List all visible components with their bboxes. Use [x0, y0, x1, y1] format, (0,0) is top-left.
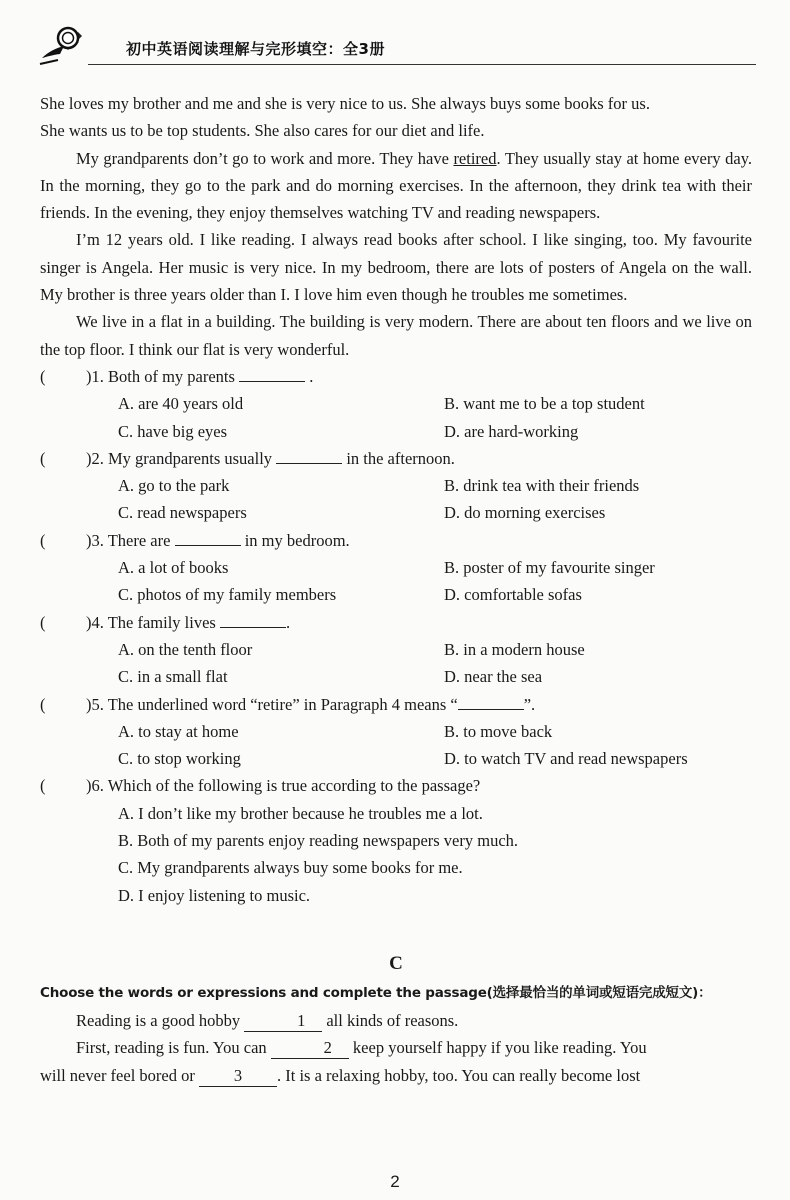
option-c: C. have big eyes [118, 421, 228, 441]
question-stem [86, 363, 313, 390]
cloze-text: keep yourself happy if you like reading. You [352, 1038, 647, 1058]
answer-paren[interactable]: ( [40, 530, 46, 550]
option-b: B. in a modern house [444, 639, 585, 659]
option-a: A. go to the park [118, 476, 230, 496]
page-header [36, 22, 756, 72]
stem-text: The family lives [107, 612, 216, 632]
question-number: )4. [86, 612, 104, 632]
options-row [40, 663, 752, 690]
question-stem [86, 691, 535, 718]
stem-text: Which of the following is true according to the passage? [107, 776, 481, 796]
cloze-text: Reading is a good hobby [76, 1010, 241, 1030]
option-c: C. My grandparents always buy some books for me. [118, 858, 463, 878]
option-d: D. are hard-working [444, 421, 579, 441]
options-row [40, 745, 752, 772]
options-row [40, 554, 752, 581]
question-4 [40, 609, 752, 636]
option-b: B. Both of my parents enjoy reading newspapers very much. [118, 831, 519, 851]
stem-text-end: . [285, 612, 291, 632]
section-instruction: Choose the words or expressions and complete the passage(选择最恰当的单词或短语完成短文)： [40, 984, 712, 1001]
stem-text: The underlined word “retire” in Paragraph 4 means “ [107, 694, 458, 714]
option-b: B. poster of my favourite singer [444, 558, 655, 578]
cloze-blank-1[interactable]: 1 [244, 1011, 322, 1032]
stem-text-end: . [309, 366, 314, 386]
question-2 [40, 445, 752, 472]
options-row [40, 854, 752, 881]
answer-paren[interactable]: ( [40, 448, 46, 468]
options-row [40, 418, 752, 445]
option-c: C. read newspapers [118, 503, 247, 523]
book-logo-icon [38, 24, 84, 68]
cloze-text: will never feel bored or [40, 1065, 195, 1085]
question-stem [86, 527, 350, 554]
options-row [40, 390, 752, 417]
option-a: A. are 40 years old [118, 394, 244, 414]
option-b: B. to move back [444, 721, 553, 741]
cloze-line-2 [40, 1034, 752, 1061]
answer-paren[interactable]: ( [40, 776, 46, 796]
cloze-text: . It is a relaxing hobby, too. You can really become lost [276, 1065, 641, 1085]
cloze-text: all kinds of reasons. [326, 1010, 459, 1030]
paragraph-3: I’m 12 years old. I like reading. I always read books after school. I like singing, too. My favourite singer is Angela. Her music is very nice. In my bedroom, there are lots of posters of Angela on the wall. My brother is three years older than I. I love him even though he troubles me sometimes. [40, 230, 752, 305]
stem-text: Both of my parents [108, 366, 235, 386]
option-a: A. on the tenth floor [118, 639, 253, 659]
options-row [40, 636, 752, 663]
answer-blank [276, 447, 342, 464]
options-row [40, 581, 752, 608]
question-number: )1. [86, 366, 104, 386]
answer-paren[interactable]: ( [40, 366, 46, 386]
options-row [40, 827, 752, 854]
question-number: )3. [86, 530, 104, 550]
question-5 [40, 691, 752, 718]
options-row [40, 800, 752, 827]
page-content [40, 90, 752, 1089]
option-b: B. drink tea with their friends [444, 476, 640, 496]
stem-text-end: in my bedroom. [244, 530, 350, 550]
question-number: )5. [86, 694, 104, 714]
options-row [40, 499, 752, 526]
stem-text: There are [107, 530, 171, 550]
question-number: )6. [86, 776, 104, 796]
paragraph-2-text-a: My grandparents don’t go to work and more. They have [76, 148, 454, 168]
page-number: 2 [390, 1172, 400, 1191]
option-c: C. photos of my family members [118, 585, 337, 605]
option-c: C. to stop working [118, 749, 241, 769]
answer-blank [220, 611, 286, 628]
option-b: B. want me to be a top student [444, 394, 645, 414]
option-d: D. near the sea [444, 667, 543, 687]
paragraph-4: We live in a flat in a building. The building is very modern. There are about ten floors and we live on the top floor. I think our flat is very wonderful. [40, 312, 752, 359]
question-stem [86, 445, 455, 472]
answer-paren[interactable]: ( [40, 612, 46, 632]
question-3 [40, 527, 752, 554]
paragraph-2-text-b: . They usually stay at home every day. In the morning, they go to the park and do morning exercises. In the afternoon, they drink tea with their friends. In the evening, they enjoy themselves watching TV and reading newspapers. [40, 148, 752, 223]
section-heading: C [389, 952, 403, 974]
paragraph-1-line-1: She loves my brother and me and she is very nice to us. She always buys some books for us. [40, 94, 650, 113]
cloze-text: First, reading is fun. You can [76, 1038, 267, 1058]
option-d: D. to watch TV and read newspapers [444, 749, 688, 769]
question-stem [86, 772, 480, 799]
option-a: A. a lot of books [118, 558, 229, 578]
question-number: )2. [86, 448, 104, 468]
answer-blank [175, 529, 241, 546]
question-1 [40, 363, 752, 390]
cloze-line-3 [40, 1062, 752, 1089]
options-row [40, 472, 752, 499]
options-row [40, 882, 752, 909]
book-title: 初中英语阅读理解与完形填空：全3册 [126, 40, 385, 58]
cloze-line-1 [40, 1007, 752, 1034]
answer-paren[interactable]: ( [40, 694, 46, 714]
question-6 [40, 772, 752, 799]
stem-text-end: ”. [523, 694, 536, 714]
stem-text: My grandparents usually [108, 448, 273, 468]
option-d: D. I enjoy listening to music. [118, 885, 311, 905]
underlined-word: retired [453, 148, 497, 168]
stem-text-end: in the afternoon. [346, 448, 455, 468]
question-stem [86, 609, 290, 636]
header-divider [88, 64, 756, 65]
option-a: A. to stay at home [118, 721, 239, 741]
answer-blank [239, 365, 305, 382]
options-row [40, 718, 752, 745]
cloze-blank-3[interactable]: 3 [199, 1066, 277, 1087]
answer-blank [458, 693, 524, 710]
paragraph-2 [40, 145, 752, 227]
option-c: C. in a small flat [118, 667, 228, 687]
option-d: D. comfortable sofas [444, 585, 582, 605]
option-d: D. do morning exercises [444, 503, 606, 523]
option-a: A. I don’t like my brother because he troubles me a lot. [118, 803, 483, 823]
cloze-blank-2[interactable]: 2 [271, 1038, 349, 1059]
paragraph-1-line-2: She wants us to be top students. She also cares for our diet and life. [40, 121, 485, 141]
